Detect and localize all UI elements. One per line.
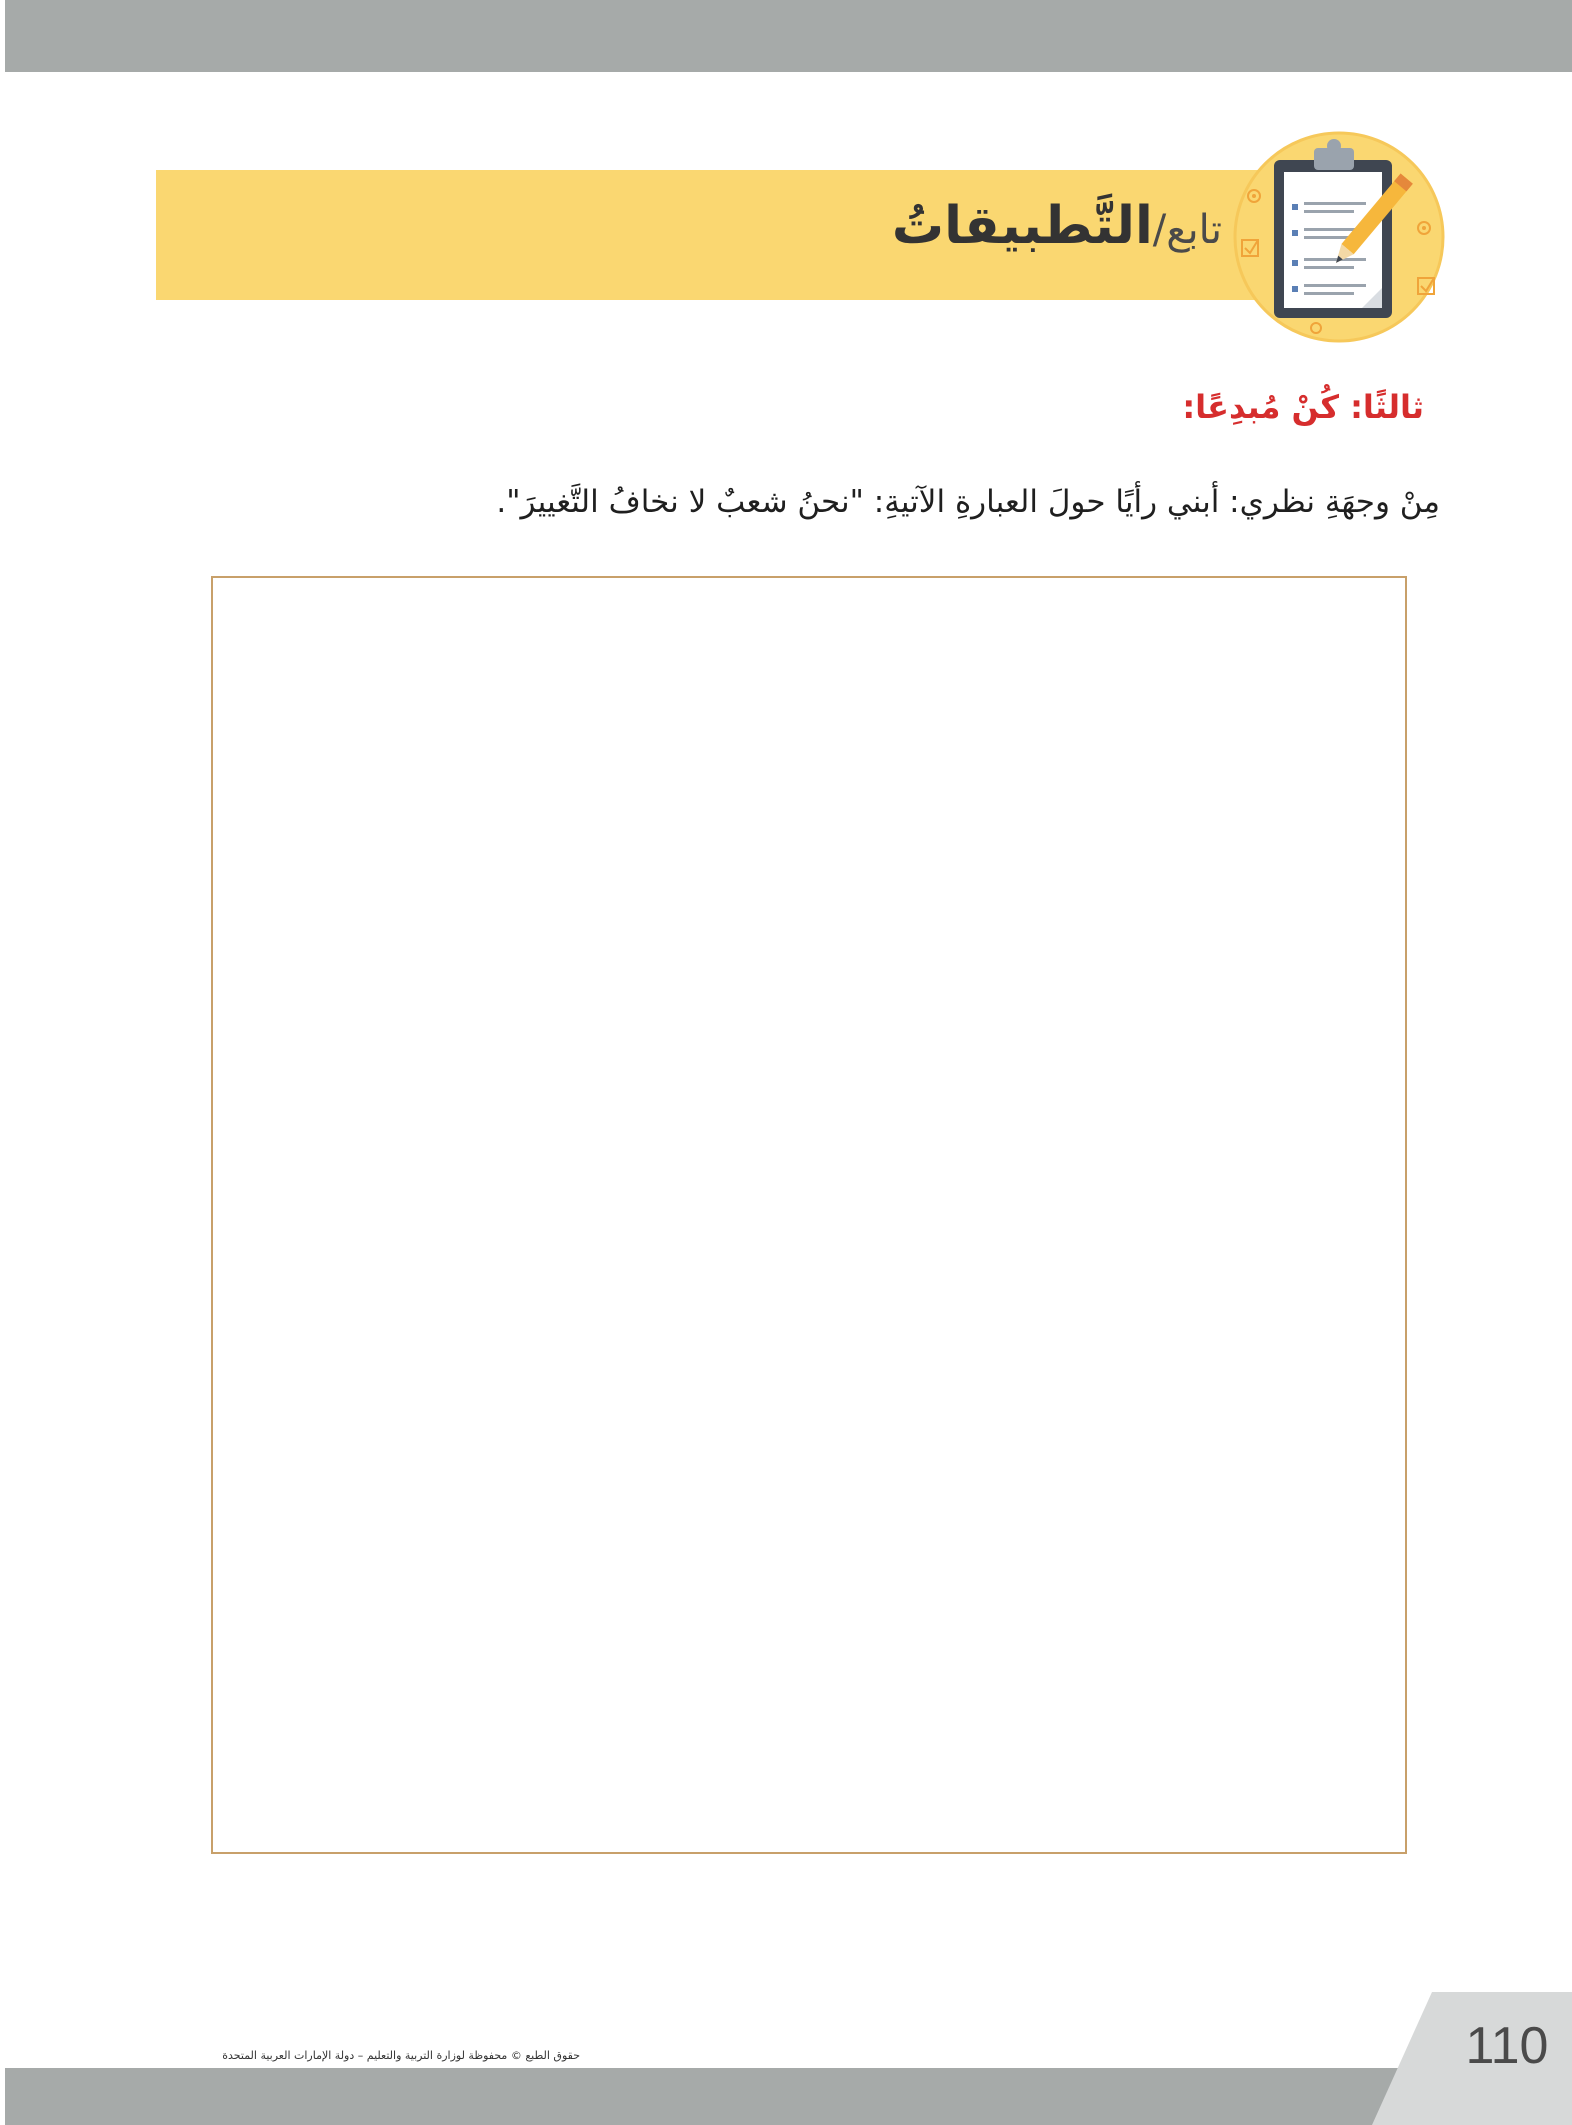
clipboard-checklist-icon	[1232, 130, 1446, 344]
title-separator: /	[1152, 207, 1167, 253]
answer-box[interactable]	[211, 576, 1407, 1854]
section-heading: ثالثًا: كُنْ مُبدِعًا:	[1182, 388, 1424, 426]
bottom-bar	[5, 2068, 1572, 2125]
copyright-text: حقوق الطبع © محفوظة لوزارة التربية والتعليم – دولة الإمارات العربية المتحدة	[222, 2049, 580, 2062]
page-title	[892, 196, 1222, 256]
instruction-text: مِنْ وجهَةِ نظري: أبني رأيًا حولَ العبارةِ الآتيةِ: "نحنُ شعبٌ لا نخافُ التَّغييرَ".	[496, 484, 1440, 520]
page-number: 110	[1465, 2017, 1549, 2075]
top-bar	[5, 0, 1572, 72]
title-prefix: تابع	[1166, 207, 1222, 253]
title-main: التَّطبيقاتُ	[891, 196, 1153, 256]
